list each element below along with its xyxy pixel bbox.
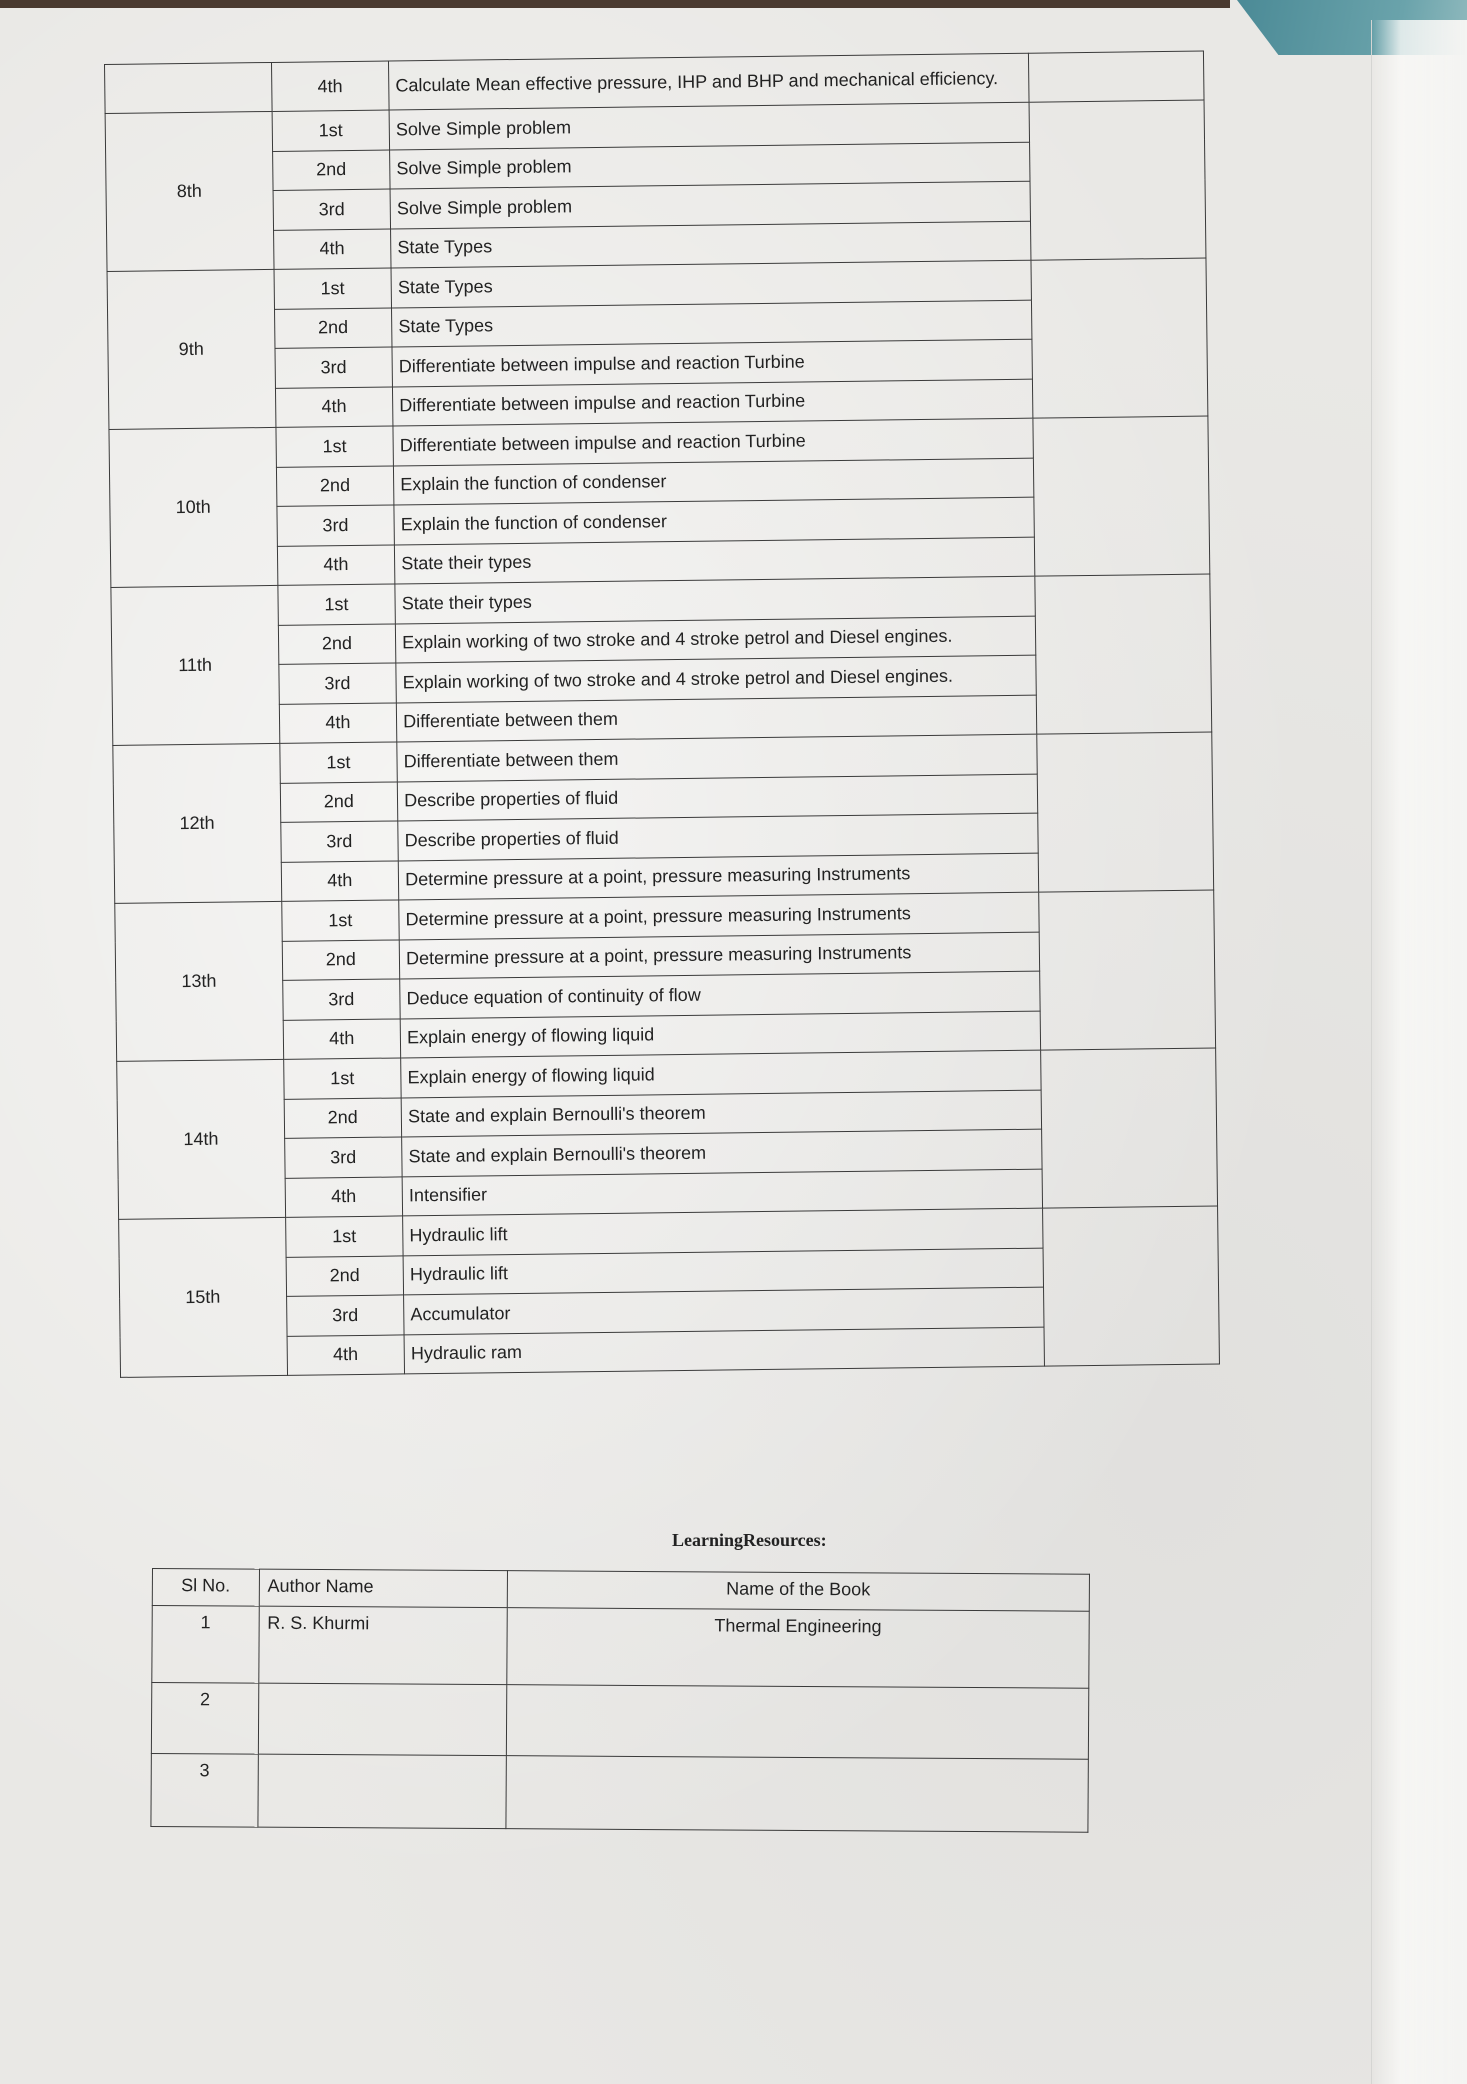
remark-cell [1043,1206,1220,1366]
topic-cell: Differentiate between them [397,734,1038,781]
topic-cell: Differentiate between impulse and reaction Turbine [393,379,1034,426]
topic-cell: Explain the function of condenser [394,497,1035,544]
topic-cell: Solve Simple problem [390,181,1031,228]
topic-cell: Differentiate between impulse and reaction Turbine [392,339,1033,386]
learning-resources-title: LearningResources: [672,1530,827,1550]
learning-resources-table [150,1568,1090,1833]
lecture-cell: 3rd [275,347,393,388]
book-cell: Thermal Engineering [506,1608,1089,1689]
lecture-cell: 1st [285,1216,403,1257]
topic-cell: Explain working of two stroke and 4 stroke petrol and Diesel engines. [395,616,1036,663]
lecture-cell: 3rd [286,1295,404,1336]
lecture-cell: 1st [272,110,390,151]
table-row [151,1683,1088,1760]
lecture-cell: 3rd [280,821,398,862]
lecture-cell: 3rd [282,979,400,1020]
lecture-cell: 3rd [276,505,394,546]
author-cell [258,1683,506,1756]
remark-cell [1041,1048,1218,1208]
lecture-cell: 4th [279,702,397,743]
topic-cell: Differentiate between them [396,695,1037,742]
week-cell: 14th [117,1059,285,1219]
lecture-cell: 2nd [272,150,390,191]
topic-cell: Explain the function of condenser [394,458,1035,505]
topic-cell: State Types [391,221,1032,268]
sl-cell: 1 [152,1606,259,1684]
header-author-name: Author Name [259,1569,507,1608]
photo-top-edge [0,0,1230,8]
topic-cell: Differentiate between impulse and reaction Turbine [393,418,1034,465]
lecture-cell: 4th [277,544,395,585]
header-sl-no: Sl No. [152,1569,259,1607]
week-cell: 11th [111,585,279,745]
topic-cell: Explain working of two stroke and 4 stroke petrol and Diesel engines. [396,655,1037,702]
week-cell: 10th [109,427,277,587]
topic-cell: Hydraulic lift [403,1208,1044,1255]
week-cell: 13th [115,901,283,1061]
topic-cell: State their types [395,537,1036,584]
topic-cell: State Types [392,300,1033,347]
lecture-cell: 3rd [278,663,396,704]
topic-cell: Describe properties of fluid [398,813,1039,860]
topic-cell: State and explain Bernoulli's theorem [401,1090,1042,1137]
table-row [151,1753,1088,1832]
table-header-row [152,1569,1089,1612]
remark-cell [1033,416,1210,576]
lecture-cell: 1st [274,268,392,309]
topic-cell: State Types [391,260,1032,307]
lecture-cell: 1st [277,584,395,625]
topic-cell: Solve Simple problem [389,102,1030,149]
week-cell: 9th [107,269,275,429]
remark-cell [1031,258,1208,418]
underlying-page-edge [1371,20,1467,2084]
topic-cell: Deduce equation of continuity of flow [400,971,1041,1018]
topic-cell: Calculate Mean effective pressure, IHP and BHP and mechanical efficiency. [389,53,1030,110]
lecture-cell: 4th [275,386,393,427]
lecture-cell: 1st [283,1058,401,1099]
week-cell: 15th [119,1217,287,1377]
lecture-cell: 2nd [280,781,398,822]
lecture-cell: 3rd [273,189,391,230]
lecture-cell: 1st [279,742,397,783]
remark-cell [1037,732,1214,892]
book-cell [506,1756,1089,1833]
remark-cell [1029,51,1204,102]
topic-cell: Explain energy of flowing liquid [401,1050,1042,1097]
lecture-cell: 2nd [278,623,396,664]
sl-cell: 3 [151,1753,258,1827]
topic-cell: Hydraulic ram [404,1327,1045,1374]
topic-cell: Accumulator [404,1287,1045,1334]
topic-cell: Solve Simple problem [390,142,1031,189]
lecture-cell: 2nd [276,465,394,506]
lecture-cell: 2nd [282,939,400,980]
sl-cell: 2 [151,1683,258,1755]
topic-cell: Determine pressure at a point, pressure measuring Instruments [399,932,1040,979]
topic-cell: Describe properties of fluid [397,774,1038,821]
book-cell [506,1685,1089,1760]
topic-cell: Determine pressure at a point, pressure measuring Instruments [399,892,1040,939]
week-cell [105,62,272,113]
author-cell [258,1754,506,1829]
header-book-name: Name of the Book [507,1571,1090,1612]
lecture-cell: 1st [281,900,399,941]
topic-cell: Explain energy of flowing liquid [400,1011,1041,1058]
remark-cell [1039,890,1216,1050]
lecture-cell: 4th [281,860,399,901]
lecture-cell: 4th [285,1176,403,1217]
lecture-cell: 4th [287,1334,405,1375]
topic-cell: State their types [395,576,1036,623]
lesson-plan-table [104,51,1220,1378]
table-row [152,1606,1089,1689]
lecture-cell: 2nd [284,1097,402,1138]
remark-cell [1029,100,1206,260]
lecture-cell: 1st [275,426,393,467]
lecture-cell: 4th [273,229,391,270]
lecture-cell: 4th [271,61,389,111]
week-cell: 12th [113,743,281,903]
lecture-cell: 4th [283,1018,401,1059]
author-cell: R. S. Khurmi [258,1606,506,1685]
remark-cell [1035,574,1212,734]
topic-cell: Hydraulic lift [403,1248,1044,1295]
lecture-cell: 2nd [286,1255,404,1296]
lecture-cell: 2nd [274,308,392,349]
week-cell: 8th [105,111,273,271]
topic-cell: Intensifier [402,1169,1043,1216]
topic-cell: State and explain Bernoulli's theorem [402,1129,1043,1176]
topic-cell: Determine pressure at a point, pressure measuring Instruments [398,853,1039,900]
lecture-cell: 3rd [284,1137,402,1178]
